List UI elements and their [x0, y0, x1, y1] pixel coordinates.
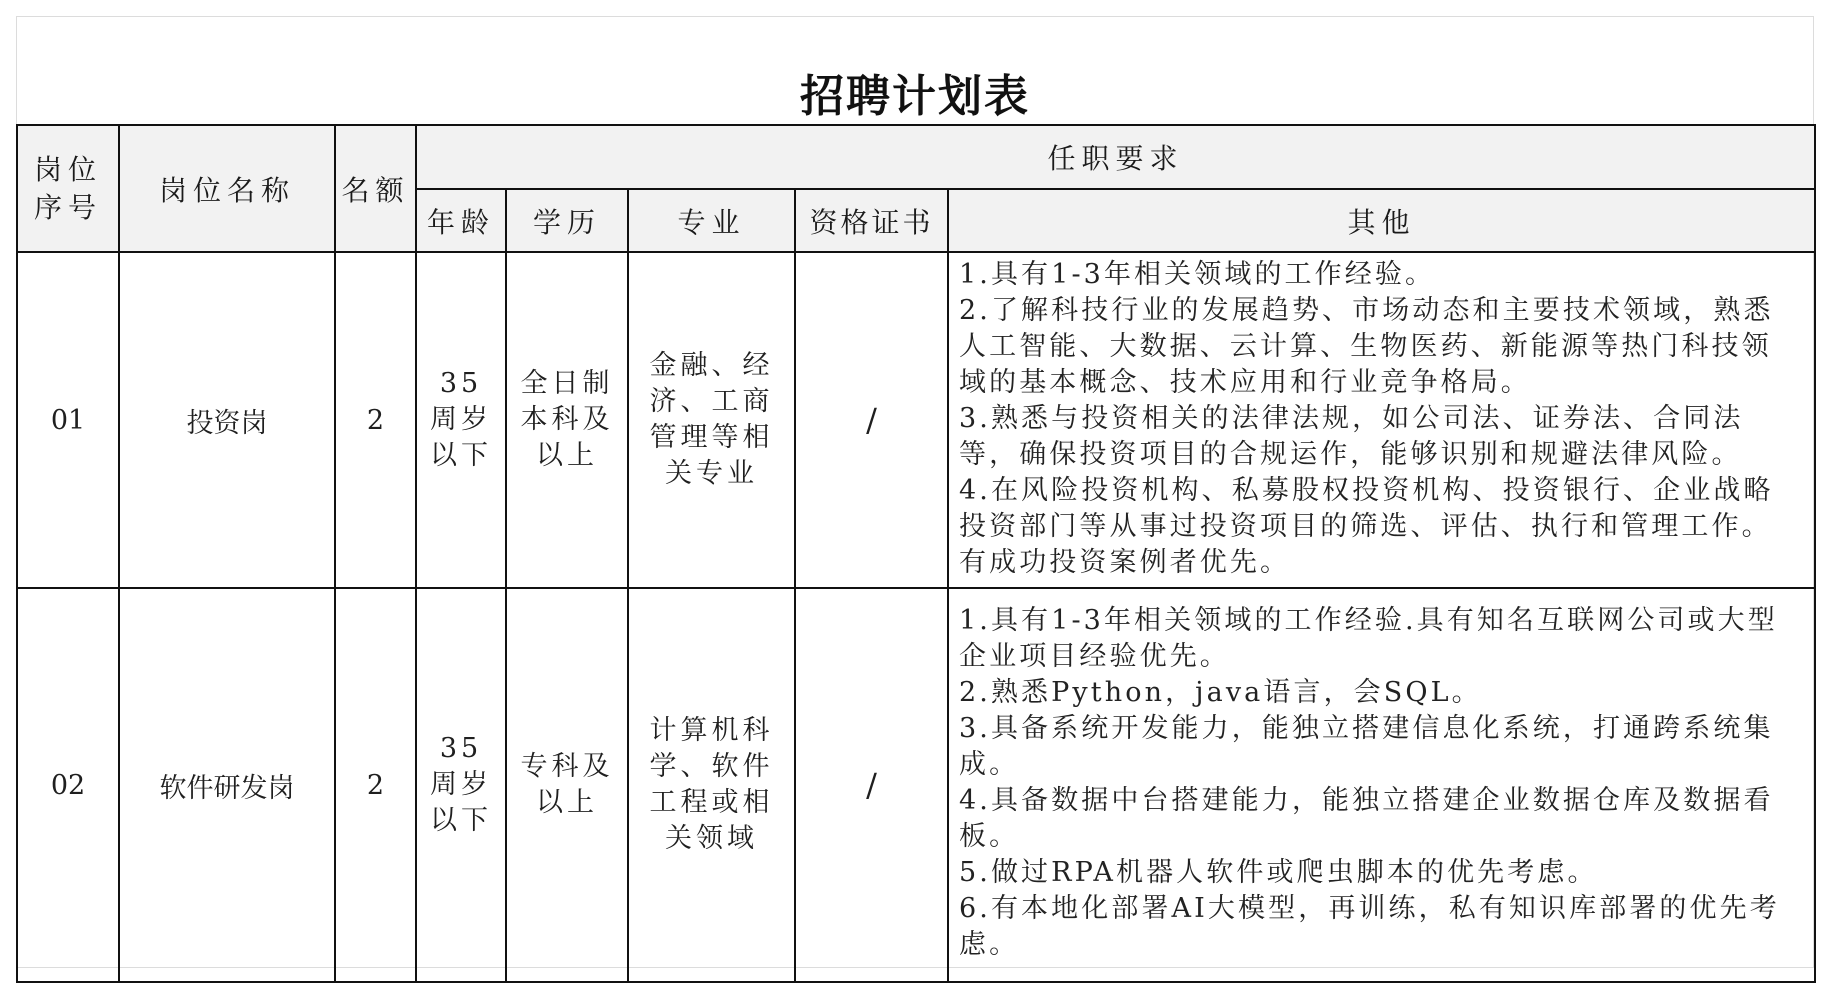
- row-certificate: /: [795, 252, 948, 588]
- requirement-line: 1.具有1-3年相关领域的工作经验。: [959, 259, 1436, 290]
- recruitment-table: [16, 124, 1816, 983]
- row-position-name: 软件研发岗: [119, 588, 335, 982]
- row-education: [506, 252, 628, 588]
- row-certificate: /: [795, 588, 948, 982]
- header-certificate: 资格证书: [795, 189, 948, 252]
- requirement-line: 4.具备数据中台搭建能力，能独立搭建企业数据仓库及数据看板。: [959, 785, 1774, 852]
- header-major: 专业: [628, 189, 795, 252]
- row-other-requirements: [948, 252, 1815, 588]
- header-age: 年龄: [416, 189, 506, 252]
- header-quota: 名额: [335, 125, 416, 252]
- row-education: [506, 588, 628, 982]
- requirement-line: 1.具有1-3年相关领域的工作经验.具有知名互联网公司或大型企业项目经验优先。: [959, 605, 1778, 672]
- requirement-line: 5.做过RPA机器人软件或爬虫脚本的优先考虑。: [959, 857, 1598, 888]
- header-row-top: [17, 125, 1815, 189]
- row-major-text: 金融、经济、工商管理等相关专业: [649, 350, 774, 489]
- header-other: 其他: [948, 189, 1815, 252]
- header-requirements: 任职要求: [416, 125, 1815, 189]
- requirement-line: 2.了解科技行业的发展趋势、市场动态和主要技术领域，熟悉人工智能、大数据、云计算、生物医药、新能源等热门科技领域的基本概念、技术应用和行业竞争格局。: [959, 295, 1774, 398]
- row-age: [416, 588, 506, 982]
- row-age-text: 35周岁以下: [430, 368, 492, 471]
- row-education-text: 专科及以上: [520, 751, 614, 818]
- row-major: [628, 252, 795, 588]
- row-major: [628, 588, 795, 982]
- row-age: [416, 252, 506, 588]
- row-position-name: 投资岗: [119, 252, 335, 588]
- row-education-text: 全日制本科及以上: [520, 368, 614, 471]
- header-education: 学历: [506, 189, 628, 252]
- header-position-name: 岗位名称: [119, 125, 335, 252]
- requirement-line: 3.熟悉与投资相关的法律法规，如公司法、证券法、合同法等，确保投资项目的合规运作，能够识别和规避法律风险。: [959, 403, 1744, 470]
- table-row: [17, 252, 1815, 588]
- row-quota: 2: [335, 588, 416, 982]
- requirement-line: 4.在风险投资机构、私募股权投资机构、投资银行、企业战略投资部门等从事过投资项目的筛选、评估、执行和管理工作。有成功投资案例者优先。: [959, 475, 1774, 578]
- header-serial-line1: 岗位: [33, 152, 102, 186]
- row-major-text: 计算机科学、软件工程或相关领域: [649, 715, 774, 854]
- requirement-line: 2.熟悉Python，java语言，会SQL。: [959, 677, 1482, 708]
- row-serial: 02: [17, 588, 119, 982]
- page-title: 招聘计划表: [800, 71, 1030, 122]
- row-serial: 01: [17, 252, 119, 588]
- row-age-text: 35周岁以下: [430, 733, 492, 836]
- row-quota: 2: [335, 252, 416, 588]
- header-serial: [17, 125, 119, 252]
- requirement-line: 6.有本地化部署AI大模型，再训练，私有知识库部署的优先考虑。: [959, 893, 1780, 960]
- table-row: [17, 588, 1815, 982]
- row-other-requirements: [948, 588, 1815, 982]
- requirement-line: 3.具备系统开发能力，能独立搭建信息化系统，打通跨系统集成。: [959, 713, 1774, 780]
- header-serial-line2: 序号: [33, 190, 102, 224]
